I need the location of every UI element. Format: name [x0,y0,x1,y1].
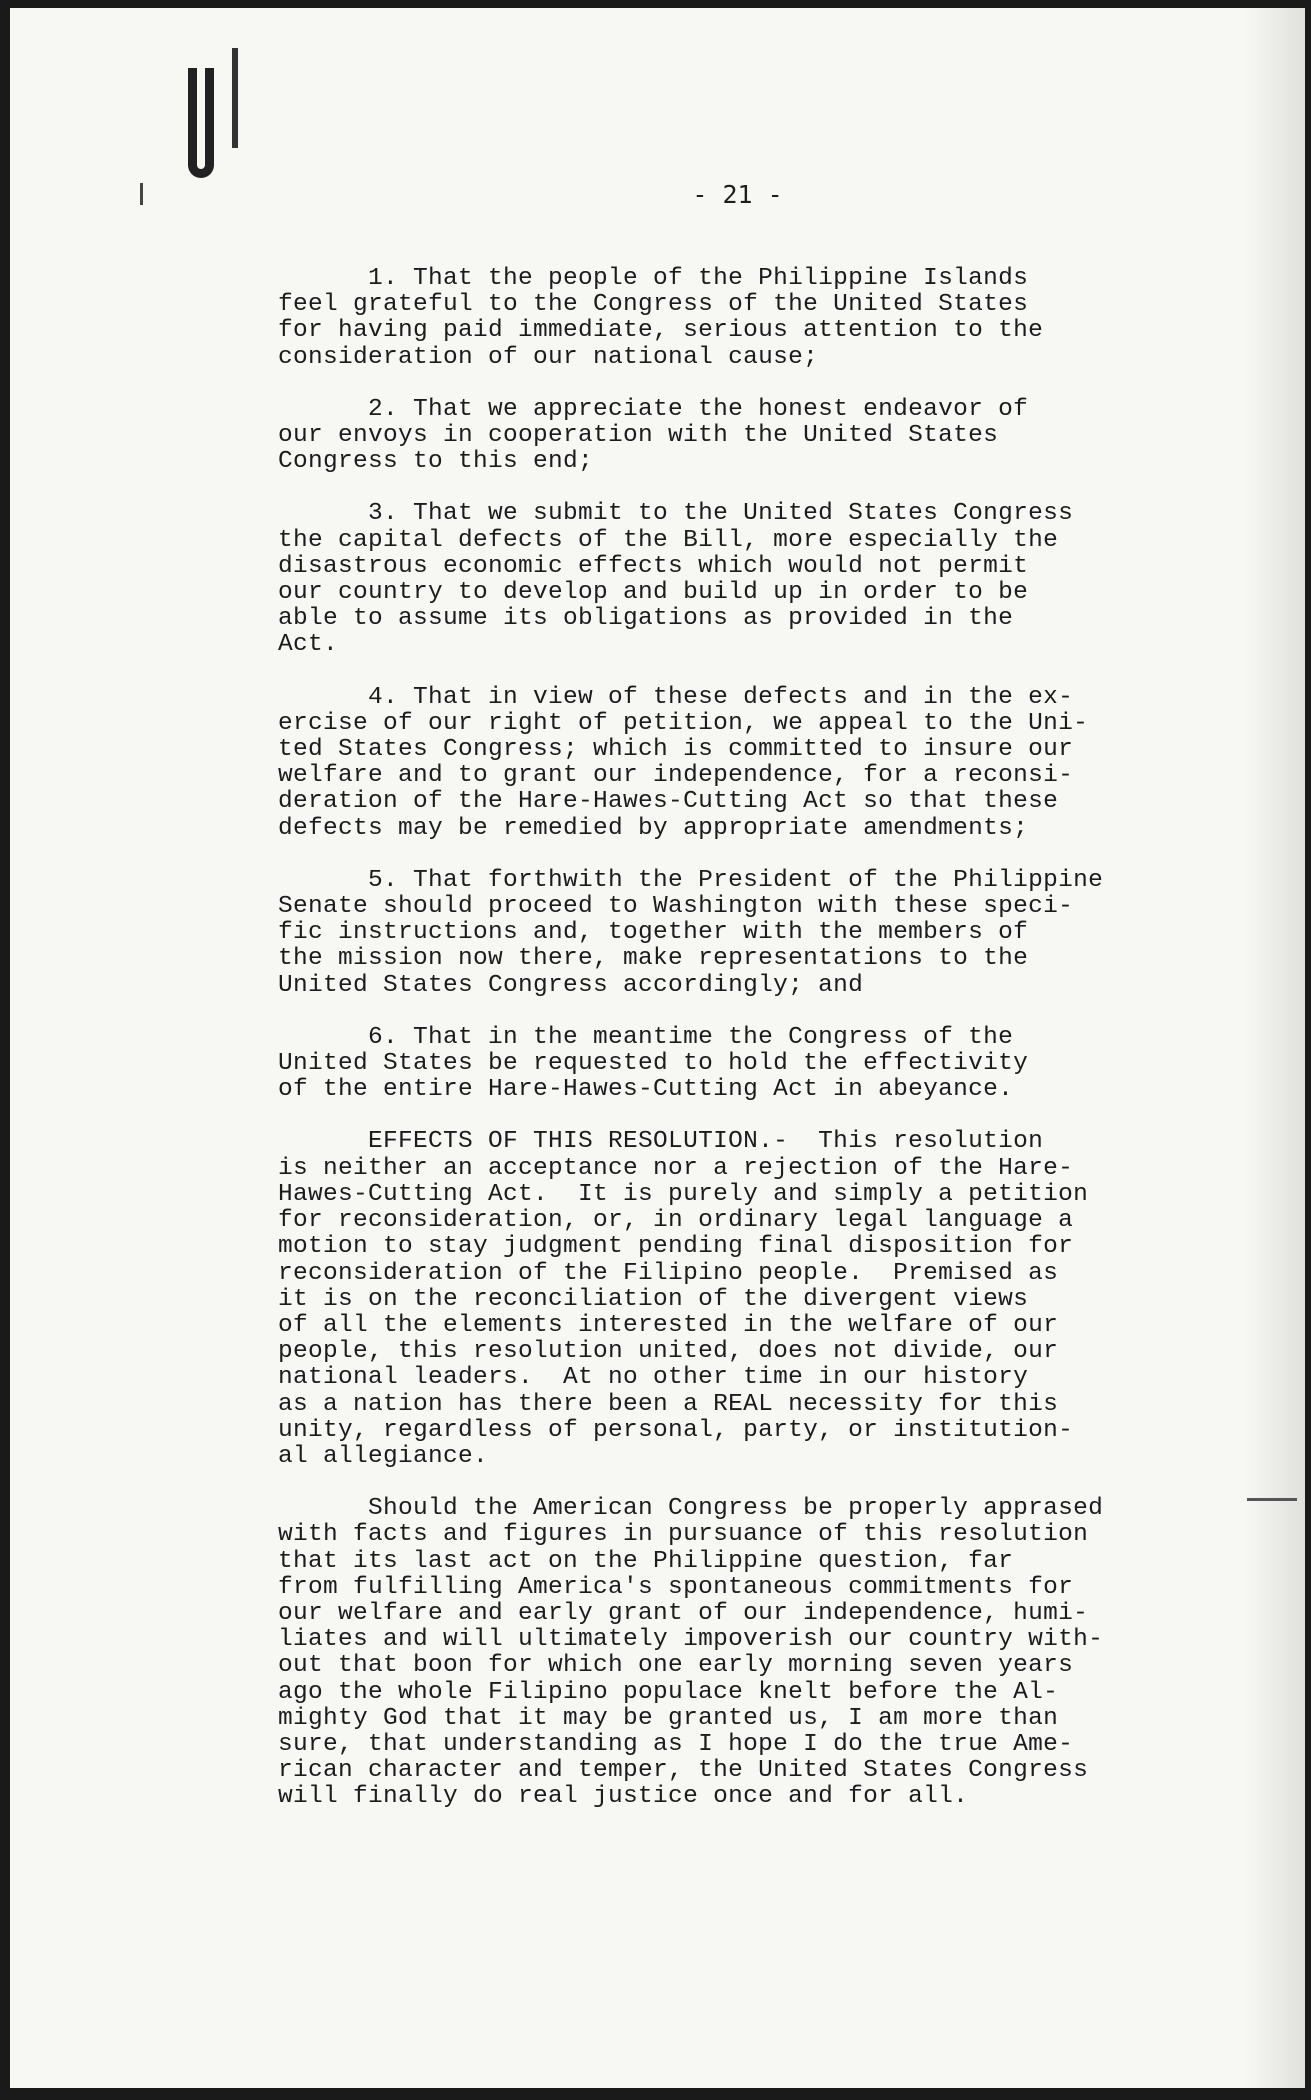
margin-dash-mark [1247,1498,1297,1501]
resolution-item-4: 4. That in view of these defects and in the ex- ercise of our right of petition, we appeal to the Uni- ted States Congress; which is committed to insure our welfare and to grant our independence, for a reconsi- deration of the Hare-Hawes-Cutting Act so that these defects may be remedied by appropriate amendments; [278,683,1089,842]
resolution-item-3: 3. That we submit to the United States Congress the capital defects of the Bill, more especially the disastrous economic effects which would not permit our country to develop and build up in order to be able to assume its obligations as provided in the Act. [278,500,1074,659]
document-page [10,8,1305,2088]
paper-clip-mark [188,68,214,178]
resolution-item-1: 1. That the people of the Philippine Islands feel grateful to the Congress of the United States for having paid immediate, serious attention to the consideration of our national cause; [278,265,1044,371]
effects-paragraph: EFFECTS OF THIS RESOLUTION.- This resolution is neither an acceptance nor a rejection of the Hare- Hawes-Cutting Act. It is purely and simply a petition for reconsideration, or, in ordinary legal language a motion to stay judgment pending final disposition for reconsideration of the Filipino people. Premised as it is on the reconciliation of the divergent views of all the elements interested in the welfare of our people, this resolution united, does not divide, our national leaders. At no other time in our history as a nation has there been a REAL necessity for this unity, regardless of personal, party, or institution- al allegiance. [278,1128,1089,1470]
paper-clip-stem [232,48,238,148]
body-text [278,266,1178,1837]
resolution-item-6: 6. That in the meantime the Congress of the United States be requested to hold the effectivity of the entire Hare-Hawes-Cutting Act in abeyance. [278,1023,1029,1104]
resolution-item-2: 2. That we appreciate the honest endeavor of our envoys in cooperation with the United States Congress to this end; [278,395,1029,476]
resolution-item-5: 5. That forthwith the President of the Philippine Senate should proceed to Washington with these speci- fic instructions and, together with the members of the mission now there, make representations to the United States Congress accordingly; and [278,866,1104,999]
page-number: - 21 - [692,180,783,209]
page-edge-shadow [1245,8,1305,2088]
closing-paragraph: Should the American Congress be properly apprased with facts and figures in pursuance of this resolution that its last act on the Philippine question, far from fulfilling America's spontaneous commitments for our welfare and early grant of our independence, humi- liates and will ultimately impoverish our country with- out that boon for which one early morning seven years ago the whole Filipino populace knelt before the Al- mighty God that it may be granted us, I am more than sure, that understanding as I hope I do the true Ame- rican character and temper, the United States Congress will finally do real justice once and for all. [278,1495,1104,1811]
